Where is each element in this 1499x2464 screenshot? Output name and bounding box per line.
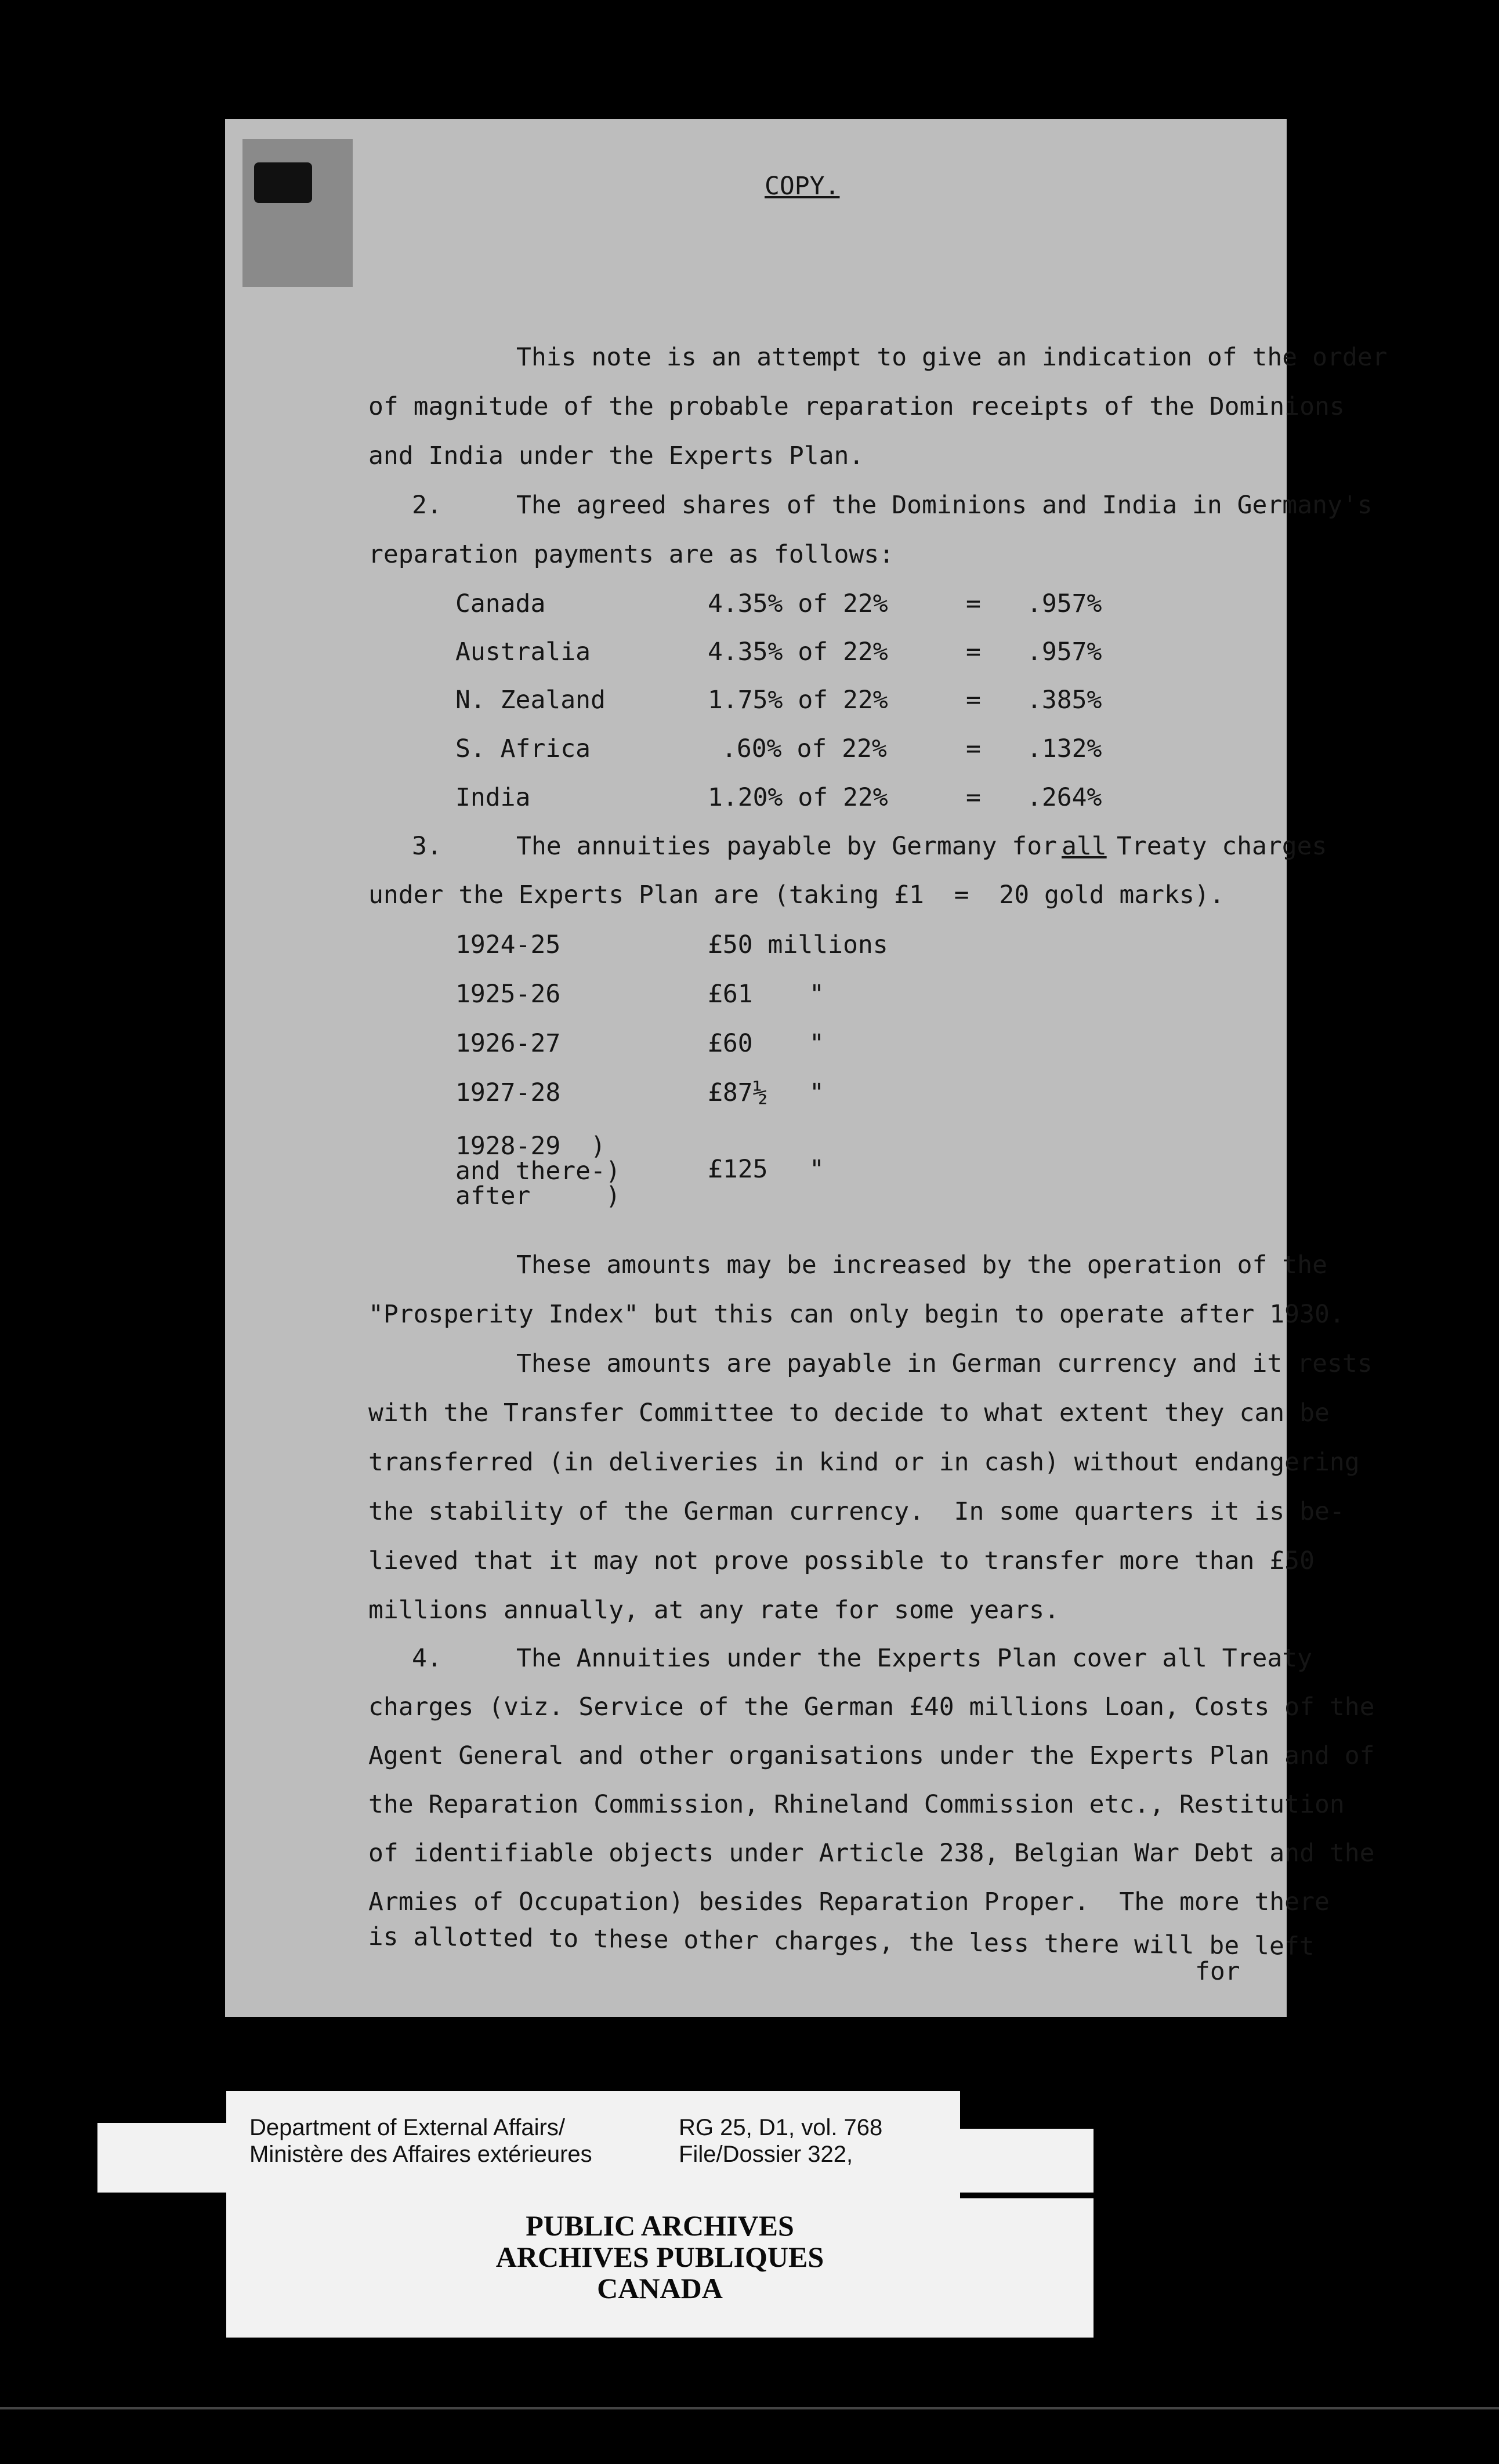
archives-stamp: [226, 2210, 1094, 2304]
para4-line3: Agent General and other organisations under the Experts Plan and of: [368, 1741, 1375, 1770]
para3-text-b: Treaty charges: [1117, 832, 1327, 861]
para4-line7: is allotted to these other charges, the less there will be left: [368, 1922, 1315, 1962]
para1-line2: of magnitude of the probable reparation receipts of the Dominions: [368, 392, 1345, 421]
annuity-ditto: ": [809, 1155, 824, 1184]
transfer-line5: lieved that it may not prove possible to transfer more than £50: [368, 1546, 1315, 1575]
share-equals: =: [966, 734, 981, 763]
transfer-line2: with the Transfer Committee to decide to what extent they can be: [368, 1398, 1330, 1427]
share-fraction: .60% of 22%: [722, 734, 887, 763]
para4-number: 4.: [412, 1644, 442, 1673]
para2-number: 2.: [412, 491, 442, 520]
para1-line1: This note is an attempt to give an indication of the order: [516, 343, 1388, 372]
ink-blot: [254, 162, 312, 203]
share-country: Canada: [455, 589, 546, 618]
transfer-line1: These amounts are payable in German currency and it rests: [516, 1349, 1373, 1378]
department-name: [249, 2114, 592, 2168]
archives-english: PUBLIC ARCHIVES: [526, 2209, 794, 2242]
label-tab-right: [957, 2129, 1094, 2193]
para4-line5: of identifiable objects under Article 238, Belgian War Debt and the: [368, 1839, 1375, 1868]
para2-line2: reparation payments are as follows:: [368, 540, 895, 569]
share-country: India: [455, 783, 531, 812]
share-result: .385%: [1027, 686, 1102, 715]
para3-number: 3.: [412, 832, 442, 861]
annuity-ditto: ": [809, 1078, 824, 1107]
para1-line3: and India under the Experts Plan.: [368, 441, 864, 470]
para4-line1: The Annuities under the Experts Plan cover all Treaty: [516, 1644, 1313, 1673]
annuity-ditto: ": [809, 1029, 824, 1058]
share-country: S. Africa: [455, 734, 591, 763]
transfer-line4: the stability of the German currency. In some quarters it is be-: [368, 1497, 1345, 1526]
department-french: Ministère des Affaires extérieures: [249, 2141, 592, 2167]
corner-stamp-mark: [242, 139, 353, 287]
annuity-last-amount: £125: [708, 1155, 768, 1184]
share-equals: =: [966, 686, 981, 715]
annuity-last-year-line3: after ): [455, 1182, 621, 1211]
share-result: .132%: [1027, 734, 1102, 763]
annuity-year: 1924-25: [455, 930, 561, 959]
para4-line4: the Reparation Commission, Rhineland Commission etc., Restitution: [368, 1790, 1345, 1819]
file-reference: [679, 2114, 882, 2168]
document-heading: COPY.: [765, 172, 840, 201]
share-fraction: 1.20% of 22%: [708, 783, 888, 812]
annuity-amount: £87½: [708, 1078, 768, 1107]
film-edge-line: [0, 2407, 1499, 2409]
annuity-year: 1927-28: [455, 1078, 561, 1107]
para4-line6: Armies of Occupation) besides Reparation Proper. The more there: [368, 1887, 1330, 1916]
record-group: RG 25, D1, vol. 768: [679, 2115, 883, 2140]
share-result: .957%: [1027, 589, 1102, 618]
para3-line2: under the Experts Plan are (taking £1 = 20 gold marks).: [368, 880, 1225, 909]
share-equals: =: [966, 637, 981, 666]
annuity-amount: £61: [708, 980, 753, 1009]
transfer-line3: transferred (in deliveries in kind or in cash) without endangering: [368, 1448, 1360, 1477]
share-result: .264%: [1027, 783, 1102, 812]
annuity-last-year-line2: and there-): [455, 1157, 621, 1186]
share-result: .957%: [1027, 637, 1102, 666]
annuity-ditto: ": [809, 980, 824, 1009]
share-country: Australia: [455, 637, 591, 666]
prosperity-line1: These amounts may be increased by the operation of the: [516, 1251, 1327, 1280]
file-dossier: File/Dossier 322,: [679, 2141, 853, 2167]
catchword: for: [1195, 1957, 1240, 1986]
para2-line1: The agreed shares of the Dominions and India in Germany's: [516, 491, 1373, 520]
para3-text-a: The annuities payable by Germany for: [516, 832, 1057, 861]
annuity-amount: £50 millions: [708, 930, 888, 959]
annuity-last-year-line1: 1928-29 ): [455, 1132, 606, 1161]
share-equals: =: [966, 589, 981, 618]
share-country: N. Zealand: [455, 686, 606, 715]
label-tab-left: [97, 2123, 228, 2193]
para4-line2: charges (viz. Service of the German £40 millions Loan, Costs of the: [368, 1693, 1375, 1722]
annuity-year: 1926-27: [455, 1029, 561, 1058]
annuity-amount: £60: [708, 1029, 753, 1058]
archives-french: ARCHIVES PUBLIQUES: [495, 2241, 824, 2273]
archives-country: CANADA: [597, 2272, 723, 2304]
department-english: Department of External Affairs/: [249, 2115, 565, 2140]
prosperity-line2: "Prosperity Index" but this can only begin to operate after 1930.: [368, 1300, 1345, 1329]
share-fraction: 1.75% of 22%: [708, 686, 888, 715]
para3-all-underlined: all: [1062, 832, 1107, 861]
share-fraction: 4.35% of 22%: [708, 637, 888, 666]
annuity-year: 1925-26: [455, 980, 561, 1009]
share-fraction: 4.35% of 22%: [708, 589, 888, 618]
transfer-line6: millions annually, at any rate for some years.: [368, 1596, 1059, 1625]
share-equals: =: [966, 783, 981, 812]
